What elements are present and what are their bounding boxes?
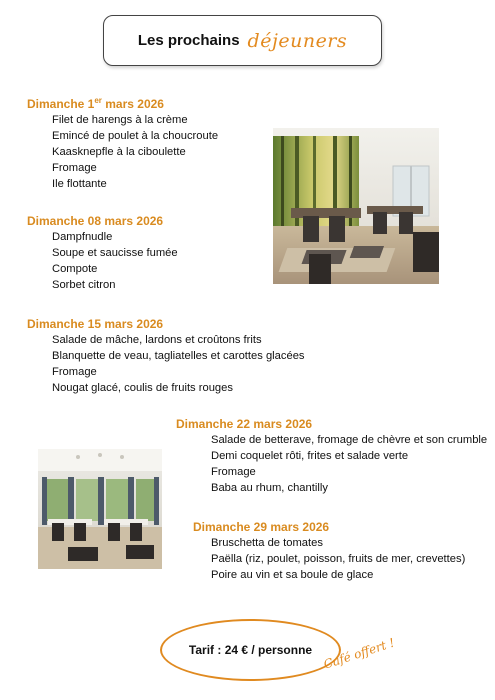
menu-item: Compote [52,263,98,275]
menu-block-1 [27,96,218,192]
menu-item: Paëlla (riz, poulet, poisson, fruits de mer, crevettes) [211,553,466,565]
page-title-accent: déjeuners [247,29,348,52]
menu-items [211,432,487,496]
menu-date: Dimanche 15 mars 2026 [27,317,164,331]
menu-block-5 [193,519,465,583]
free-coffee-note: Café offert ! [321,635,397,672]
menu-item: Demi coquelet rôti, frites et salade verte [211,450,409,462]
menu-items [52,229,178,293]
price-oval [160,619,341,681]
menu-date: Dimanche 22 mars 2026 [176,417,313,431]
page-title-box [103,15,382,66]
menu-item: Baba au rhum, chantilly [211,482,328,494]
menu-item: Salade de betterave, fromage de chèvre et son crumble [211,434,488,446]
menu-date: Dimanche 08 mars 2026 [27,214,164,228]
menu-block-2 [27,213,178,293]
menu-item: Filet de harengs à la crème [52,114,188,126]
menu-item: Kaasknepfle à la ciboulette [52,146,186,158]
menu-date: Dimanche 1er mars 2026 [27,96,164,111]
menu-item: Soupe et saucisse fumée [52,247,178,259]
dining-room-windows-photo [38,449,162,569]
page-title: Les prochains [137,32,240,49]
dining-room-photo [273,128,439,284]
menu-item: Poire au vin et sa boule de glace [211,569,374,581]
menu-item: Blanquette de veau, tagliatelles et carottes glacées [52,350,305,362]
menu-item: Sorbet citron [52,279,116,291]
menu-item: Fromage [52,162,97,174]
menu-block-3 [27,316,305,396]
price-text: Tarif : 24 € / personne [188,643,313,657]
menu-items [52,112,218,192]
menu-item: Dampfnudle [52,231,113,243]
menu-block-4 [176,416,487,496]
menu-item: Nougat glacé, coulis de fruits rouges [52,382,233,394]
menu-item: Fromage [52,366,97,378]
menu-item: Salade de mâche, lardons et croûtons frits [52,334,262,346]
menu-items [211,535,465,583]
menu-date: Dimanche 29 mars 2026 [193,520,330,534]
menu-item: Ile flottante [52,178,107,190]
menu-item: Emincé de poulet à la choucroute [52,130,219,142]
menu-item: Fromage [211,466,256,478]
menu-item: Bruschetta de tomates [211,537,323,549]
menu-items [52,332,305,396]
